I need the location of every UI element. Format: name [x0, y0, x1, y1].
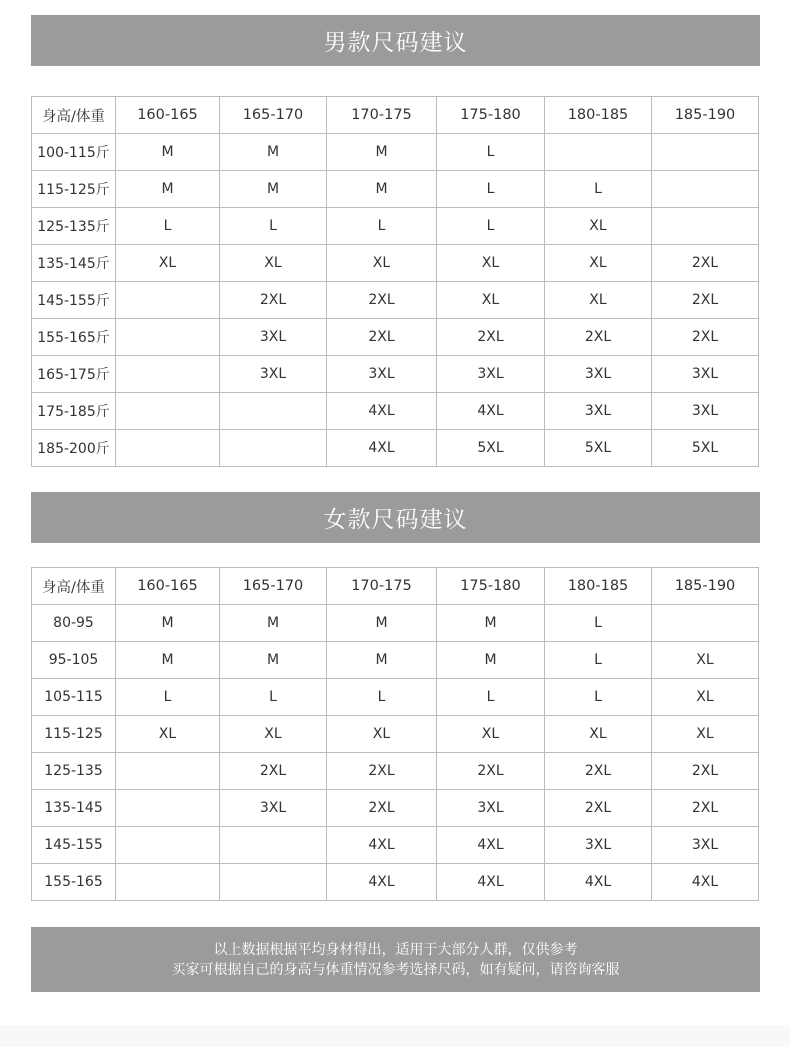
- bottom-strip: [0, 1025, 790, 1047]
- weight-cell: 145-155斤: [32, 282, 116, 319]
- size-cell: M: [220, 171, 327, 208]
- size-cell: 4XL: [327, 393, 437, 430]
- table-row: [32, 827, 759, 864]
- table-row: [32, 605, 759, 642]
- size-cell: L: [545, 605, 652, 642]
- size-note: [31, 927, 760, 992]
- size-cell: XL: [545, 208, 652, 245]
- women-size-title: 女款尺码建议: [31, 492, 760, 543]
- weight-cell: 145-155: [32, 827, 116, 864]
- size-cell: [220, 864, 327, 901]
- table-row: [32, 642, 759, 679]
- size-cell: XL: [545, 282, 652, 319]
- size-cell: [116, 753, 220, 790]
- size-cell: 2XL: [327, 753, 437, 790]
- note-line-2: 买家可根据自己的身高与体重情况参考选择尺码，如有疑问，请咨询客服: [171, 961, 620, 978]
- size-cell: [652, 171, 759, 208]
- size-cell: XL: [652, 679, 759, 716]
- size-cell: [220, 430, 327, 467]
- size-cell: XL: [437, 716, 545, 753]
- header-height-cell: 165-170: [220, 97, 327, 134]
- weight-cell: 95-105: [32, 642, 116, 679]
- size-cell: M: [116, 134, 220, 171]
- size-cell: L: [545, 679, 652, 716]
- size-cell: L: [545, 642, 652, 679]
- table-row: [32, 171, 759, 208]
- weight-cell: 105-115: [32, 679, 116, 716]
- size-cell: 2XL: [545, 753, 652, 790]
- table-row: [32, 282, 759, 319]
- size-cell: [116, 282, 220, 319]
- size-cell: 3XL: [545, 827, 652, 864]
- size-cell: 4XL: [437, 864, 545, 901]
- size-cell: M: [220, 134, 327, 171]
- size-cell: M: [116, 605, 220, 642]
- size-cell: 4XL: [652, 864, 759, 901]
- weight-cell: 100-115斤: [32, 134, 116, 171]
- size-cell: [652, 605, 759, 642]
- size-cell: [116, 319, 220, 356]
- weight-cell: 115-125斤: [32, 171, 116, 208]
- weight-cell: 135-145斤: [32, 245, 116, 282]
- size-cell: [116, 827, 220, 864]
- size-cell: 3XL: [545, 393, 652, 430]
- size-cell: L: [116, 679, 220, 716]
- weight-cell: 155-165斤: [32, 319, 116, 356]
- weight-cell: 125-135: [32, 753, 116, 790]
- header-height-cell: 185-190: [652, 568, 759, 605]
- table-row: [32, 753, 759, 790]
- size-cell: L: [220, 208, 327, 245]
- size-cell: M: [327, 134, 437, 171]
- size-cell: XL: [545, 716, 652, 753]
- size-cell: 5XL: [652, 430, 759, 467]
- size-cell: 3XL: [437, 356, 545, 393]
- size-cell: [220, 827, 327, 864]
- header-corner-cell: 身高/体重: [32, 568, 116, 605]
- table-row: [32, 716, 759, 753]
- header-height-cell: 180-185: [545, 568, 652, 605]
- size-cell: XL: [220, 716, 327, 753]
- size-cell: L: [116, 208, 220, 245]
- table-row: [32, 393, 759, 430]
- table-row: [32, 245, 759, 282]
- weight-cell: 80-95: [32, 605, 116, 642]
- size-cell: [116, 790, 220, 827]
- header-height-cell: 175-180: [437, 97, 545, 134]
- size-cell: XL: [652, 716, 759, 753]
- weight-cell: 115-125: [32, 716, 116, 753]
- size-cell: [116, 393, 220, 430]
- size-cell: 2XL: [220, 753, 327, 790]
- table-row: [32, 356, 759, 393]
- header-corner-cell: 身高/体重: [32, 97, 116, 134]
- weight-cell: 135-145: [32, 790, 116, 827]
- size-cell: 4XL: [327, 827, 437, 864]
- size-cell: XL: [545, 245, 652, 282]
- size-cell: 2XL: [545, 790, 652, 827]
- size-cell: [652, 134, 759, 171]
- header-height-cell: 170-175: [327, 97, 437, 134]
- table-row: [32, 790, 759, 827]
- size-cell: 3XL: [652, 827, 759, 864]
- size-cell: 4XL: [327, 430, 437, 467]
- size-cell: 3XL: [437, 790, 545, 827]
- size-cell: 2XL: [327, 282, 437, 319]
- size-cell: L: [437, 134, 545, 171]
- table-row: [32, 679, 759, 716]
- table-row: [32, 319, 759, 356]
- size-cell: 2XL: [652, 319, 759, 356]
- men-size-table: [31, 96, 759, 467]
- size-cell: XL: [437, 245, 545, 282]
- size-cell: L: [545, 171, 652, 208]
- size-cell: M: [220, 605, 327, 642]
- women-size-table: [31, 567, 759, 901]
- size-cell: 2XL: [437, 753, 545, 790]
- size-cell: XL: [327, 716, 437, 753]
- size-cell: [116, 864, 220, 901]
- size-cell: 4XL: [437, 393, 545, 430]
- table-header-row: [32, 568, 759, 605]
- weight-cell: 165-175斤: [32, 356, 116, 393]
- size-cell: 3XL: [652, 393, 759, 430]
- header-height-cell: 160-165: [116, 97, 220, 134]
- size-cell: L: [437, 679, 545, 716]
- size-cell: M: [437, 642, 545, 679]
- size-cell: M: [116, 642, 220, 679]
- size-cell: 3XL: [545, 356, 652, 393]
- size-cell: XL: [327, 245, 437, 282]
- header-height-cell: 185-190: [652, 97, 759, 134]
- size-cell: 5XL: [437, 430, 545, 467]
- table-row: [32, 430, 759, 467]
- size-cell: [545, 134, 652, 171]
- size-cell: L: [437, 208, 545, 245]
- size-cell: 4XL: [327, 864, 437, 901]
- size-cell: 2XL: [652, 245, 759, 282]
- size-cell: XL: [652, 642, 759, 679]
- size-cell: 2XL: [220, 282, 327, 319]
- size-cell: M: [220, 642, 327, 679]
- header-height-cell: 175-180: [437, 568, 545, 605]
- size-cell: L: [327, 679, 437, 716]
- size-cell: XL: [116, 245, 220, 282]
- table-row: [32, 134, 759, 171]
- size-cell: [116, 356, 220, 393]
- men-size-title: 男款尺码建议: [31, 15, 760, 66]
- size-cell: 2XL: [327, 790, 437, 827]
- table-row: [32, 208, 759, 245]
- size-cell: M: [327, 605, 437, 642]
- size-cell: 2XL: [652, 282, 759, 319]
- size-cell: M: [327, 642, 437, 679]
- header-height-cell: 165-170: [220, 568, 327, 605]
- weight-cell: 175-185斤: [32, 393, 116, 430]
- size-cell: XL: [116, 716, 220, 753]
- size-cell: [116, 430, 220, 467]
- header-height-cell: 170-175: [327, 568, 437, 605]
- size-cell: M: [437, 605, 545, 642]
- size-cell: 5XL: [545, 430, 652, 467]
- size-cell: 4XL: [545, 864, 652, 901]
- table-header-row: [32, 97, 759, 134]
- table-row: [32, 864, 759, 901]
- size-cell: L: [437, 171, 545, 208]
- size-cell: M: [327, 171, 437, 208]
- size-cell: M: [116, 171, 220, 208]
- size-cell: 2XL: [437, 319, 545, 356]
- weight-cell: 185-200斤: [32, 430, 116, 467]
- size-cell: 2XL: [327, 319, 437, 356]
- size-cell: 2XL: [652, 753, 759, 790]
- size-cell: 3XL: [220, 790, 327, 827]
- header-height-cell: 160-165: [116, 568, 220, 605]
- size-cell: 4XL: [437, 827, 545, 864]
- size-cell: 2XL: [545, 319, 652, 356]
- size-cell: 3XL: [220, 319, 327, 356]
- size-cell: XL: [220, 245, 327, 282]
- header-height-cell: 180-185: [545, 97, 652, 134]
- size-cell: 3XL: [652, 356, 759, 393]
- size-cell: L: [327, 208, 437, 245]
- size-cell: [652, 208, 759, 245]
- size-cell: 3XL: [220, 356, 327, 393]
- weight-cell: 155-165: [32, 864, 116, 901]
- size-cell: 3XL: [327, 356, 437, 393]
- size-cell: XL: [437, 282, 545, 319]
- size-cell: L: [220, 679, 327, 716]
- size-cell: [220, 393, 327, 430]
- size-cell: 2XL: [652, 790, 759, 827]
- weight-cell: 125-135斤: [32, 208, 116, 245]
- note-line-1: 以上数据根据平均身材得出，适用于大部分人群，仅供参考: [213, 941, 578, 958]
